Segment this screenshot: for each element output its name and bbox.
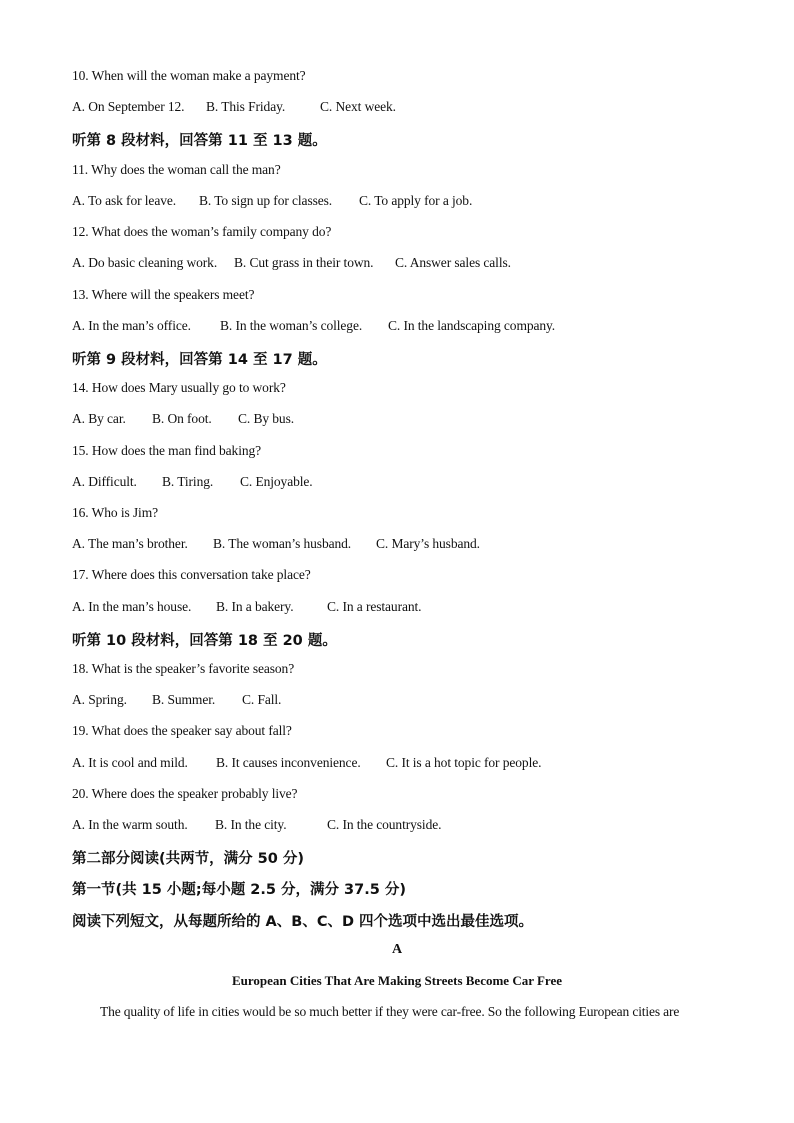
option-c: C. In the landscaping company. <box>388 318 556 333</box>
question-20-stem: 20. Where does the speaker probably live? <box>72 786 298 801</box>
passage-title: European Cities That Are Making Streets Become Car Free <box>231 973 563 988</box>
option-a: A. Difficult. <box>72 474 137 489</box>
section-heading-8: 听第 8 段材料，回答第 11 至 13 题。 <box>72 133 327 149</box>
question-14-options <box>72 411 294 427</box>
question-17-options <box>72 599 421 615</box>
question-12-options <box>72 255 511 271</box>
section-one-heading: 第一节(共 15 小题;每小题 2.5 分，满分 37.5 分) <box>72 882 406 898</box>
option-b: B. Tiring. <box>162 474 214 489</box>
option-b: B. In a bakery. <box>216 599 294 614</box>
option-c: C. Next week. <box>320 99 396 114</box>
option-a: A. Spring. <box>72 692 127 707</box>
option-b: B. Cut grass in their town. <box>234 255 374 270</box>
question-13-options <box>72 318 555 334</box>
question-13-stem: 13. Where will the speakers meet? <box>72 287 255 302</box>
option-a: A. By car. <box>72 411 126 426</box>
question-19-stem: 19. What does the speaker say about fall? <box>72 723 292 738</box>
option-c: C. Mary’s husband. <box>376 536 480 551</box>
option-a: A. In the man’s office. <box>72 318 191 333</box>
question-10-stem: 10. When will the woman make a payment? <box>72 68 306 83</box>
question-15-stem: 15. How does the man find baking? <box>72 443 262 458</box>
question-16-options <box>72 536 480 552</box>
option-c: C. It is a hot topic for people. <box>386 755 542 770</box>
instruction-text: 阅读下列短文，从每题所给的 A、B、C、D 四个选项中选出最佳选项。 <box>72 914 534 930</box>
section-heading-9: 听第 9 段材料，回答第 14 至 17 题。 <box>72 352 327 368</box>
option-b: B. It causes inconvenience. <box>216 755 361 770</box>
question-16-stem: 16. Who is Jim? <box>72 505 158 520</box>
question-15-options <box>72 474 313 490</box>
question-18-options <box>72 692 281 708</box>
option-b: B. In the woman’s college. <box>220 318 363 333</box>
option-b: B. In the city. <box>215 817 287 832</box>
option-c: C. Answer sales calls. <box>395 255 511 270</box>
option-a: A. It is cool and mild. <box>72 755 188 770</box>
passage-first-line: The quality of life in cities would be so much better if they were car-free. So the following European cities are <box>100 1004 680 1019</box>
question-19-options <box>72 755 541 771</box>
question-11-stem: 11. Why does the woman call the man? <box>72 162 281 177</box>
option-c: C. In the countryside. <box>327 817 442 832</box>
question-12-stem: 12. What does the woman’s family company do? <box>72 224 332 239</box>
option-a: A. To ask for leave. <box>72 193 177 208</box>
option-c: C. In a restaurant. <box>327 599 422 614</box>
option-a: A. Do basic cleaning work. <box>72 255 218 270</box>
option-b: B. To sign up for classes. <box>199 193 333 208</box>
question-11-options <box>72 193 472 209</box>
option-c: C. To apply for a job. <box>359 193 473 208</box>
question-20-options <box>72 817 441 833</box>
option-b: B. The woman’s husband. <box>213 536 352 551</box>
option-c: C. Fall. <box>242 692 282 707</box>
option-a: A. In the warm south. <box>72 817 188 832</box>
option-a: A. On September 12. <box>72 99 185 114</box>
option-c: C. By bus. <box>238 411 295 426</box>
part-two-heading: 第二部分阅读(共两节，满分 50 分) <box>72 851 305 867</box>
question-18-stem: 18. What is the speaker’s favorite season? <box>72 661 295 676</box>
question-14-stem: 14. How does Mary usually go to work? <box>72 380 286 395</box>
option-b: B. This Friday. <box>206 99 286 114</box>
option-a: A. In the man’s house. <box>72 599 192 614</box>
section-heading-10: 听第 10 段材料，回答第 18 至 20 题。 <box>72 633 337 649</box>
option-b: B. Summer. <box>152 692 216 707</box>
option-c: C. Enjoyable. <box>240 474 313 489</box>
passage-letter: A <box>391 942 403 957</box>
option-a: A. The man’s brother. <box>72 536 188 551</box>
question-10-options <box>72 99 396 115</box>
question-17-stem: 17. Where does this conversation take place? <box>72 567 311 582</box>
option-b: B. On foot. <box>152 411 212 426</box>
